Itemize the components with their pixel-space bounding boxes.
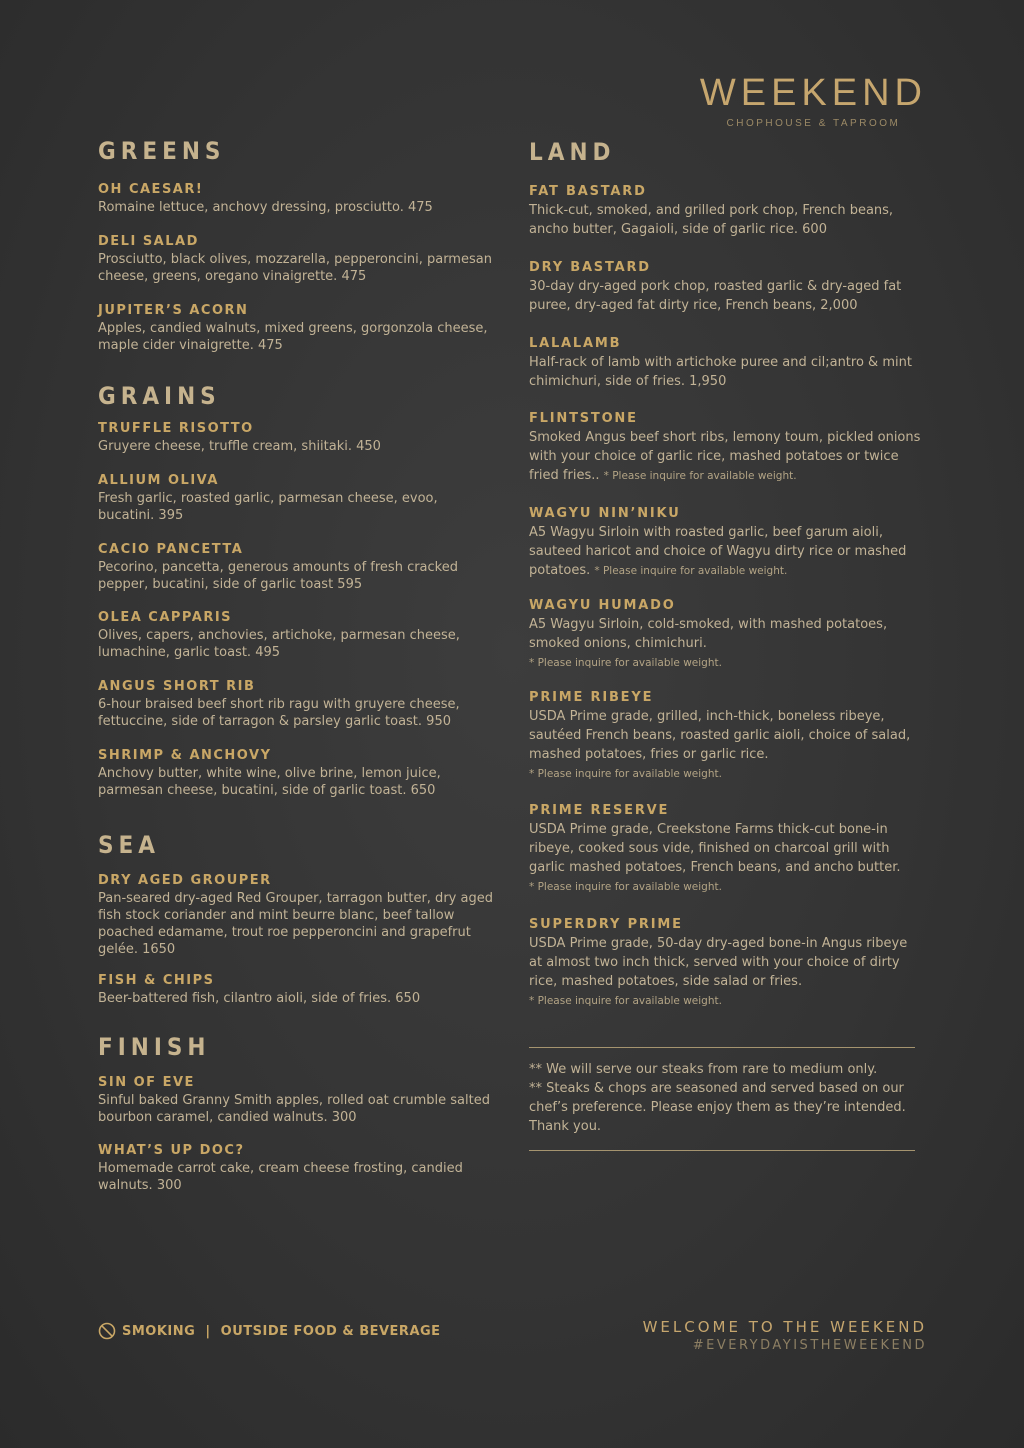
item-description: Beer-battered fish, cilantro aioli, side of fries. 650 bbox=[98, 991, 421, 1006]
item-name: ALLIUM OLIVA bbox=[98, 473, 219, 488]
item-description: Thick-cut, smoked, and grilled pork chop, French beans, ancho butter, Gagaioli, side of garlic rice. 600 bbox=[529, 203, 894, 237]
menu-item bbox=[98, 1143, 493, 1194]
menu-item bbox=[98, 421, 493, 455]
item-name: OLEA CAPPARIS bbox=[98, 610, 233, 625]
item-name: DELI SALAD bbox=[98, 234, 199, 249]
item-description: Gruyere cheese, truffle cream, shiitaki. 450 bbox=[98, 439, 381, 454]
menu-item bbox=[98, 748, 493, 799]
item-description: Half-rack of lamb with artichoke puree and cil;antro & mint chimichuri, side of fries. 1,950 bbox=[529, 355, 912, 389]
menu-item bbox=[529, 411, 924, 486]
footer-tagline bbox=[643, 1318, 927, 1353]
section-title-grains: GRAINS bbox=[98, 382, 221, 410]
item-name: JUPITER’S ACORN bbox=[98, 303, 249, 318]
weight-note: * Please inquire for available weight. bbox=[594, 565, 788, 577]
weight-note: * Please inquire for available weight. bbox=[603, 470, 797, 482]
item-name: SUPERDRY PRIME bbox=[529, 917, 683, 932]
menu-item bbox=[529, 260, 924, 315]
menu-item bbox=[529, 184, 924, 239]
menu-item bbox=[529, 506, 924, 581]
item-description: 6-hour braised beef short rib ragu with gruyere cheese, fettuccine, side of tarragon & parsley garlic toast. 950 bbox=[98, 697, 460, 729]
item-name: PRIME RESERVE bbox=[529, 803, 670, 818]
steak-disclaimer bbox=[529, 1060, 921, 1136]
item-name: DRY BASTARD bbox=[529, 260, 651, 275]
menu-item bbox=[98, 542, 493, 593]
menu-item bbox=[98, 679, 493, 730]
section-title-greens: GREENS bbox=[98, 137, 226, 165]
item-description: Fresh garlic, roasted garlic, parmesan cheese, evoo, bucatini. 395 bbox=[98, 491, 438, 523]
footer-hashtag: #EVERYDAYISTHEWEEKEND bbox=[692, 1338, 927, 1353]
weight-note: * Please inquire for available weight. bbox=[529, 995, 722, 1007]
item-name: WHAT’S UP DOC? bbox=[98, 1143, 245, 1158]
menu-item bbox=[98, 234, 493, 285]
item-description: Romaine lettuce, anchovy dressing, prosciutto. 475 bbox=[98, 200, 433, 215]
item-description: Pan-seared dry-aged Red Grouper, tarragon butter, dry aged fish stock coriander and mint beurre blanc, beef tallow poached edamame, trout roe pepperoncini and grapefrut gelée. 1650 bbox=[98, 891, 493, 957]
item-description: Prosciutto, black olives, mozzarella, pepperoncini, parmesan cheese, greens, oregano vinaigrette. 475 bbox=[98, 252, 492, 284]
menu-item bbox=[529, 803, 924, 897]
item-name: FAT BASTARD bbox=[529, 184, 647, 199]
item-name: TRUFFLE RISOTTO bbox=[98, 421, 254, 436]
item-description: 30-day dry-aged pork chop, roasted garlic & dry-aged fat puree, dry-aged fat dirty rice, French beans, 2,000 bbox=[529, 279, 902, 313]
no-symbol-icon bbox=[98, 1322, 116, 1340]
item-name: WAGYU HUMADO bbox=[529, 598, 676, 613]
item-description-text: A5 Wagyu Sirloin with roasted garlic, beef garum aioli, sauteed haricot and choice of Wagyu dirty rice or mashed potatoes. bbox=[529, 525, 907, 578]
item-description: Apples, candied walnuts, mixed greens, gorgonzola cheese, maple cider vinaigrette. 475 bbox=[98, 321, 488, 353]
footer-welcome: WELCOME TO THE WEEKEND bbox=[642, 1318, 927, 1336]
menu-item bbox=[98, 610, 493, 661]
weight-note: * Please inquire for available weight. bbox=[529, 881, 722, 893]
divider bbox=[529, 1047, 915, 1048]
footer-prohibitions-text: SMOKING | OUTSIDE FOOD & BEVERAGE bbox=[122, 1323, 441, 1339]
menu-item bbox=[98, 873, 493, 958]
item-name: LALALAMB bbox=[529, 336, 622, 351]
section-title-sea: SEA bbox=[98, 831, 161, 859]
item-description: Anchovy butter, white wine, olive brine, lemon juice, parmesan cheese, bucatini, side of garlic toast. 650 bbox=[98, 766, 441, 798]
disclaimer-line: ** We will serve our steaks from rare to medium only. bbox=[529, 1062, 878, 1077]
menu-item bbox=[529, 336, 924, 391]
menu-item bbox=[529, 917, 924, 1011]
footer-prohibitions bbox=[98, 1322, 441, 1340]
menu-item bbox=[529, 690, 924, 784]
item-description-text: Smoked Angus beef short ribs, lemony toum, pickled onions with your choice of garlic rice, mashed potatoes or twice fried fries.. bbox=[529, 430, 921, 483]
item-name: OH CAESAR! bbox=[98, 182, 204, 197]
menu-item bbox=[98, 182, 493, 216]
item-description: Olives, capers, anchovies, artichoke, parmesan cheese, lumachine, garlic toast. 495 bbox=[98, 628, 460, 660]
item-name: ANGUS SHORT RIB bbox=[98, 679, 256, 694]
menu-item bbox=[98, 303, 493, 354]
disclaimer-line: ** Steaks & chops are seasoned and served based on our chef’s preference. Please enjoy them as they’re intended. Thank you. bbox=[529, 1081, 906, 1134]
item-name: CACIO PANCETTA bbox=[98, 542, 244, 557]
item-description bbox=[529, 428, 924, 486]
brand-subtitle: CHOPHOUSE & TAPROOM bbox=[726, 118, 901, 129]
item-description: Pecorino, pancetta, generous amounts of fresh cracked pepper, bucatini, side of garlic toast 595 bbox=[98, 560, 458, 592]
item-name: SHRIMP & ANCHOVY bbox=[98, 748, 272, 763]
weight-note: * Please inquire for available weight. bbox=[529, 768, 722, 780]
item-name: SIN OF EVE bbox=[98, 1075, 195, 1090]
menu-item bbox=[98, 1075, 493, 1126]
menu-item bbox=[98, 973, 493, 1007]
divider bbox=[529, 1150, 915, 1151]
item-description: USDA Prime grade, Creekstone Farms thick-cut bone-in ribeye, cooked sous vide, finished on charcoal grill with garlic mashed potatoes, French beans, and ancho butter. bbox=[529, 822, 901, 875]
item-name: FLINTSTONE bbox=[529, 411, 638, 426]
section-title-land: LAND bbox=[529, 138, 616, 166]
item-description bbox=[529, 523, 924, 581]
menu-item bbox=[98, 473, 493, 524]
item-name: WAGYU NIN’NIKU bbox=[529, 506, 681, 521]
item-description: Homemade carrot cake, cream cheese frosting, candied walnuts. 300 bbox=[98, 1161, 463, 1193]
item-description: USDA Prime grade, 50-day dry-aged bone-in Angus ribeye at almost two inch thick, served with your choice of dirty rice, mashed potatoes, side salad or fries. bbox=[529, 936, 908, 989]
item-description: A5 Wagyu Sirloin, cold-smoked, with mashed potatoes, smoked onions, chimichuri. bbox=[529, 617, 888, 651]
menu-item bbox=[529, 598, 924, 673]
brand-name: WEEKEND bbox=[699, 72, 927, 114]
brand-logo bbox=[700, 74, 927, 129]
item-description: Sinful baked Granny Smith apples, rolled oat crumble salted bourbon caramel, candied walnuts. 300 bbox=[98, 1093, 490, 1125]
item-description: USDA Prime grade, grilled, inch-thick, boneless ribeye, sautéed French beans, roasted garlic aioli, choice of salad, mashed potatoes, fries or garlic rice. bbox=[529, 709, 911, 762]
item-name: PRIME RIBEYE bbox=[529, 690, 654, 705]
weight-note: * Please inquire for available weight. bbox=[529, 657, 722, 669]
item-name: FISH & CHIPS bbox=[98, 973, 215, 988]
section-title-finish: FINISH bbox=[98, 1033, 211, 1061]
item-name: DRY AGED GROUPER bbox=[98, 873, 272, 888]
